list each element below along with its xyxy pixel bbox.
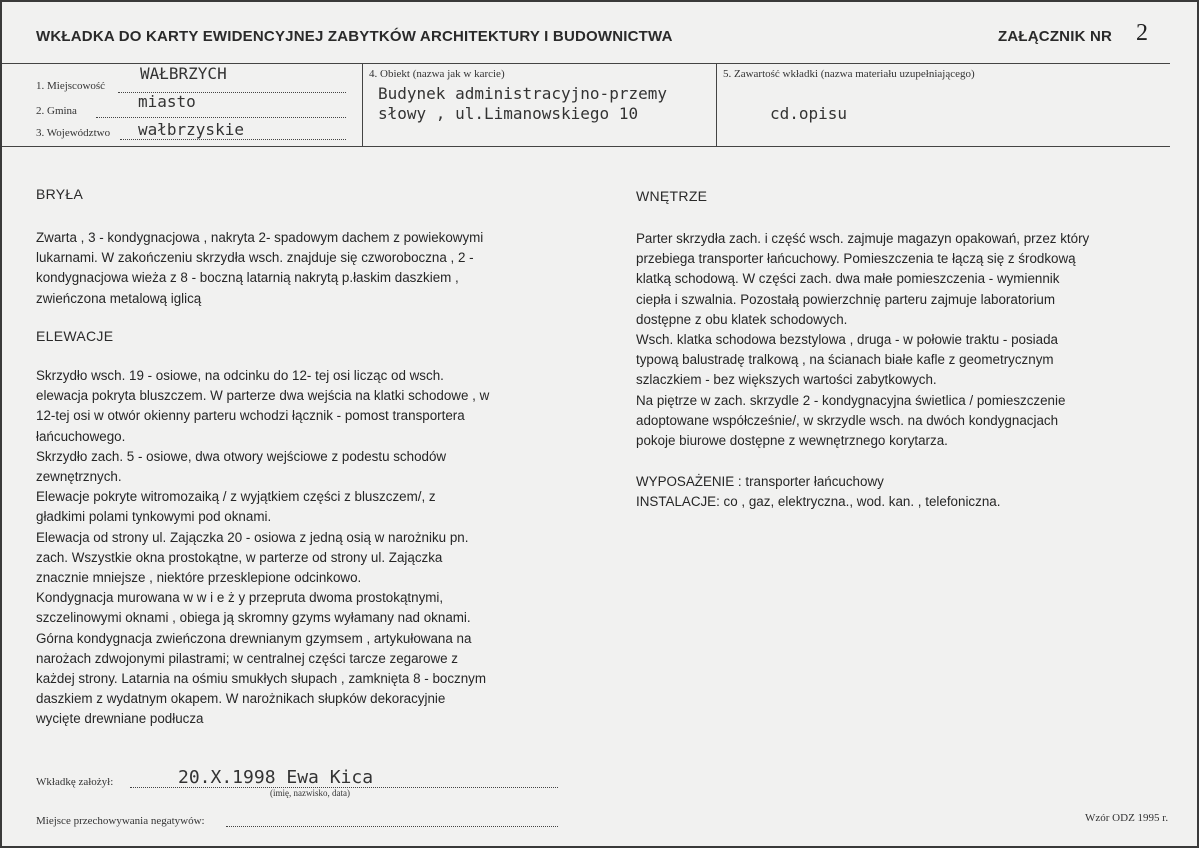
section-heading-wnetrze: WNĘTRZE bbox=[636, 188, 708, 204]
text-line: szlaczkiem - bez większych wartości zabytkowych. bbox=[636, 372, 937, 388]
template-label: Wzór ODZ 1995 r. bbox=[1085, 812, 1169, 824]
content-value: cd.opisu bbox=[770, 104, 848, 123]
commune-value: miasto bbox=[138, 92, 196, 111]
text-line: Kondygnacja murowana w w i e ż y przepruta dwoma prostokątnymi, bbox=[36, 590, 444, 606]
content-label: 5. Zawartość wkładki (nazwa materiału uzupełniającego) bbox=[723, 68, 975, 80]
text-line: zach. Wszystkie okna prostokątne, w parterze od strony ul. Zajączka bbox=[36, 549, 443, 565]
voivodeship-value: wałbrzyskie bbox=[138, 120, 244, 139]
section-heading-bryla: BRYŁA bbox=[36, 186, 84, 202]
wnetrze-paragraph bbox=[636, 229, 1162, 451]
author-value: 20.X.1998 Ewa Kica bbox=[178, 767, 374, 788]
text-line: zwieńczona metalową iglicą bbox=[36, 290, 202, 306]
text-line: szczelinowymi oknami , obiega ją skromny gzyms wyłamany nad oknami. bbox=[36, 610, 471, 626]
commune-label: 2. Gmina bbox=[36, 105, 77, 117]
text-line: Na piętrze w zach. skrzydle 2 - kondygnacyjna świetlica / pomieszczenie bbox=[636, 392, 1066, 408]
text-line: adoptowane współcześnie/, w skrzydle wsch. na dwóch kondygnacjach bbox=[636, 412, 1059, 428]
installations-line: INSTALACJE: co , gaz, elektryczna., wod. kan. , telefoniczna. bbox=[636, 494, 1001, 509]
bryla-paragraph bbox=[36, 228, 568, 309]
text-line: łańcuchowego. bbox=[36, 428, 126, 444]
text-line: elewacja pokryta bluszczem. W parterze dwa wejścia na klatki schodowe , w bbox=[36, 388, 490, 404]
text-line: klatką schodową. W części zach. dwa małe pomieszczenia - wymiennik bbox=[636, 271, 1060, 287]
object-label: 4. Obiekt (nazwa jak w karcie) bbox=[369, 68, 505, 80]
text-line: każdej strony. Latarnia na ośmiu smukłych słupach , zamknięta 8 - bocznym bbox=[36, 671, 487, 687]
text-line: wycięte drewniane podłucza bbox=[36, 711, 204, 727]
text-line: lukarnami. W zakończeniu skrzydła wsch. znajduje się czworoboczna , 2 - bbox=[36, 250, 474, 266]
text-line: gładkimi polami tynkowymi pod oknami. bbox=[36, 509, 272, 525]
author-hint: (imię, nazwisko, data) bbox=[270, 788, 350, 798]
section-heading-elewacje: ELEWACJE bbox=[36, 328, 114, 344]
object-value-line-1: Budynek administracyjno-przemy bbox=[378, 84, 667, 103]
text-line: zewnętrznych. bbox=[36, 469, 122, 485]
header-bottom-line bbox=[2, 146, 1170, 147]
text-line: znacznie mniejsze , niektóre przesklepione odcinkowo. bbox=[36, 570, 362, 586]
annex-label: ZAŁĄCZNIK NR bbox=[998, 28, 1113, 45]
text-line: Parter skrzydła zach. i część wsch. zajmuje magazyn opakowań, przez który bbox=[636, 231, 1090, 246]
text-line: Skrzydło zach. 5 - osiowe, dwa otwory wejściowe z podestu schodów bbox=[36, 448, 447, 464]
voivodeship-label: 3. Województwo bbox=[36, 127, 111, 139]
text-line: Zwarta , 3 - kondygnacjowa , nakryta 2- spadowym dachem z powiekowymi bbox=[36, 230, 484, 245]
text-line: Elewacja od strony ul. Zajączka 20 - osiowa z jedną osią w narożniku pn. bbox=[36, 529, 469, 545]
elewacje-paragraph bbox=[36, 366, 568, 730]
storage-label: Miejsce przechowywania negatywów: bbox=[36, 815, 205, 827]
text-line: przebiega transporter łańcuchowy. Pomieszczenia te łączą się z środkową bbox=[636, 251, 1076, 267]
text-line: kondygnacjowa wieża z 8 - boczną latarnią nakrytą p.łaskim daszkiem , bbox=[36, 270, 459, 286]
text-line: Skrzydło wsch. 19 - osiowe, na odcinku do 12- tej osi licząc od wsch. bbox=[36, 368, 444, 383]
header-divider-2 bbox=[716, 63, 717, 147]
text-line: pokoje biurowe dostępne z wewnętrznego korytarza. bbox=[636, 433, 948, 449]
locality-label: 1. Miejscowość bbox=[36, 80, 106, 92]
text-line: Wsch. klatka schodowa bezstylowa , druga - w połowie traktu - posiada bbox=[636, 332, 1059, 348]
text-line: typową balustradę tralkową , na ścianach białe kafle z geometrycznym bbox=[636, 352, 1054, 368]
object-value-line-2: słowy , ul.Limanowskiego 10 bbox=[378, 104, 639, 123]
text-line: Elewacje pokryte witromozaiką / z wyjątkiem części z bluszczem/, z bbox=[36, 489, 436, 505]
text-line: Górna kondygnacja zwieńczona drewnianym gzymsem , artykułowana na bbox=[36, 630, 472, 646]
text-line: narożach zdwojonymi pilastrami; w centralnej części tarcze zegarowe z bbox=[36, 650, 458, 666]
header-divider-1 bbox=[362, 63, 363, 147]
locality-value: WAŁBRZYCH bbox=[140, 64, 227, 83]
form-title: WKŁADKA DO KARTY EWIDENCYJNEJ ZABYTKÓW ARCHITEKTURY I BUDOWNICTWA bbox=[36, 28, 673, 45]
equipment-line: WYPOSAŻENIE : transporter łańcuchowy bbox=[636, 474, 884, 489]
text-line: daszkiem z wydatnym okapem. W narożnikach słupków dekoracyjnie bbox=[36, 691, 446, 707]
commune-dotted-line bbox=[96, 116, 346, 118]
text-line: dostępne z obu klatek schodowych. bbox=[636, 311, 848, 327]
annex-number: 2 bbox=[1136, 20, 1148, 46]
storage-dotted-line bbox=[226, 825, 558, 827]
text-line: ciepła i szwalnia. Pozostałą powierzchnię parteru zajmuje laboratorium bbox=[636, 291, 1056, 307]
text-line: 12-tej osi w otwór okienny parteru wchodzi łącznik - pomost transportera bbox=[36, 408, 465, 424]
author-label: Wkładkę założył: bbox=[36, 776, 114, 788]
